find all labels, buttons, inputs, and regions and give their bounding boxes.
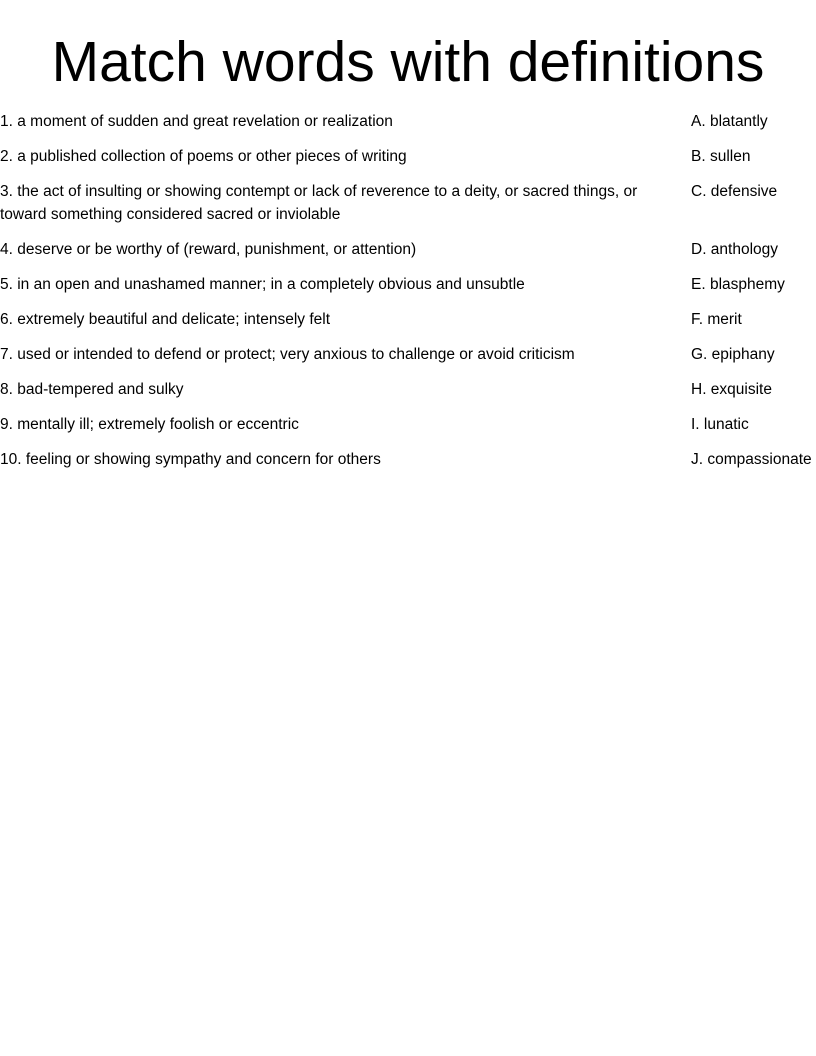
matching-row xyxy=(0,180,816,226)
page-title: Match words with definitions xyxy=(51,30,765,94)
definition-item: 3. the act of insulting or showing contempt or lack of reverence to a deity, or sacred things, or toward something considered sacred or inviolable xyxy=(0,183,638,223)
matching-row xyxy=(0,343,816,366)
matching-row xyxy=(0,448,816,471)
word-option: D. anthology xyxy=(691,241,779,258)
definition-item: 6. extremely beautiful and delicate; intensely felt xyxy=(0,311,330,328)
matching-row xyxy=(0,110,816,133)
matching-row xyxy=(0,378,816,401)
word-option: B. sullen xyxy=(691,148,751,165)
matching-list xyxy=(0,110,816,483)
definition-item: 1. a moment of sudden and great revelation or realization xyxy=(0,113,393,130)
definition-item: 4. deserve or be worthy of (reward, punishment, or attention) xyxy=(0,241,417,258)
word-option: J. compassionate xyxy=(691,451,812,468)
matching-row xyxy=(0,308,816,331)
matching-row xyxy=(0,145,816,168)
word-option: E. blasphemy xyxy=(691,276,785,293)
definition-item: 5. in an open and unashamed manner; in a completely obvious and unsubtle xyxy=(0,276,525,293)
word-option: A. blatantly xyxy=(691,113,768,130)
definition-item: 8. bad-tempered and sulky xyxy=(0,381,184,398)
definition-item: 9. mentally ill; extremely foolish or eccentric xyxy=(0,416,299,433)
definition-item: 10. feeling or showing sympathy and concern for others xyxy=(0,451,381,468)
word-option: C. defensive xyxy=(691,183,778,200)
matching-row xyxy=(0,238,816,261)
word-option: G. epiphany xyxy=(691,346,775,363)
matching-row xyxy=(0,273,816,296)
definition-item: 2. a published collection of poems or other pieces of writing xyxy=(0,148,407,165)
matching-row xyxy=(0,413,816,436)
word-option: H. exquisite xyxy=(691,381,772,398)
word-option: I. lunatic xyxy=(691,416,749,433)
definition-item: 7. used or intended to defend or protect; very anxious to challenge or avoid criticism xyxy=(0,346,575,363)
word-option: F. merit xyxy=(691,311,742,328)
